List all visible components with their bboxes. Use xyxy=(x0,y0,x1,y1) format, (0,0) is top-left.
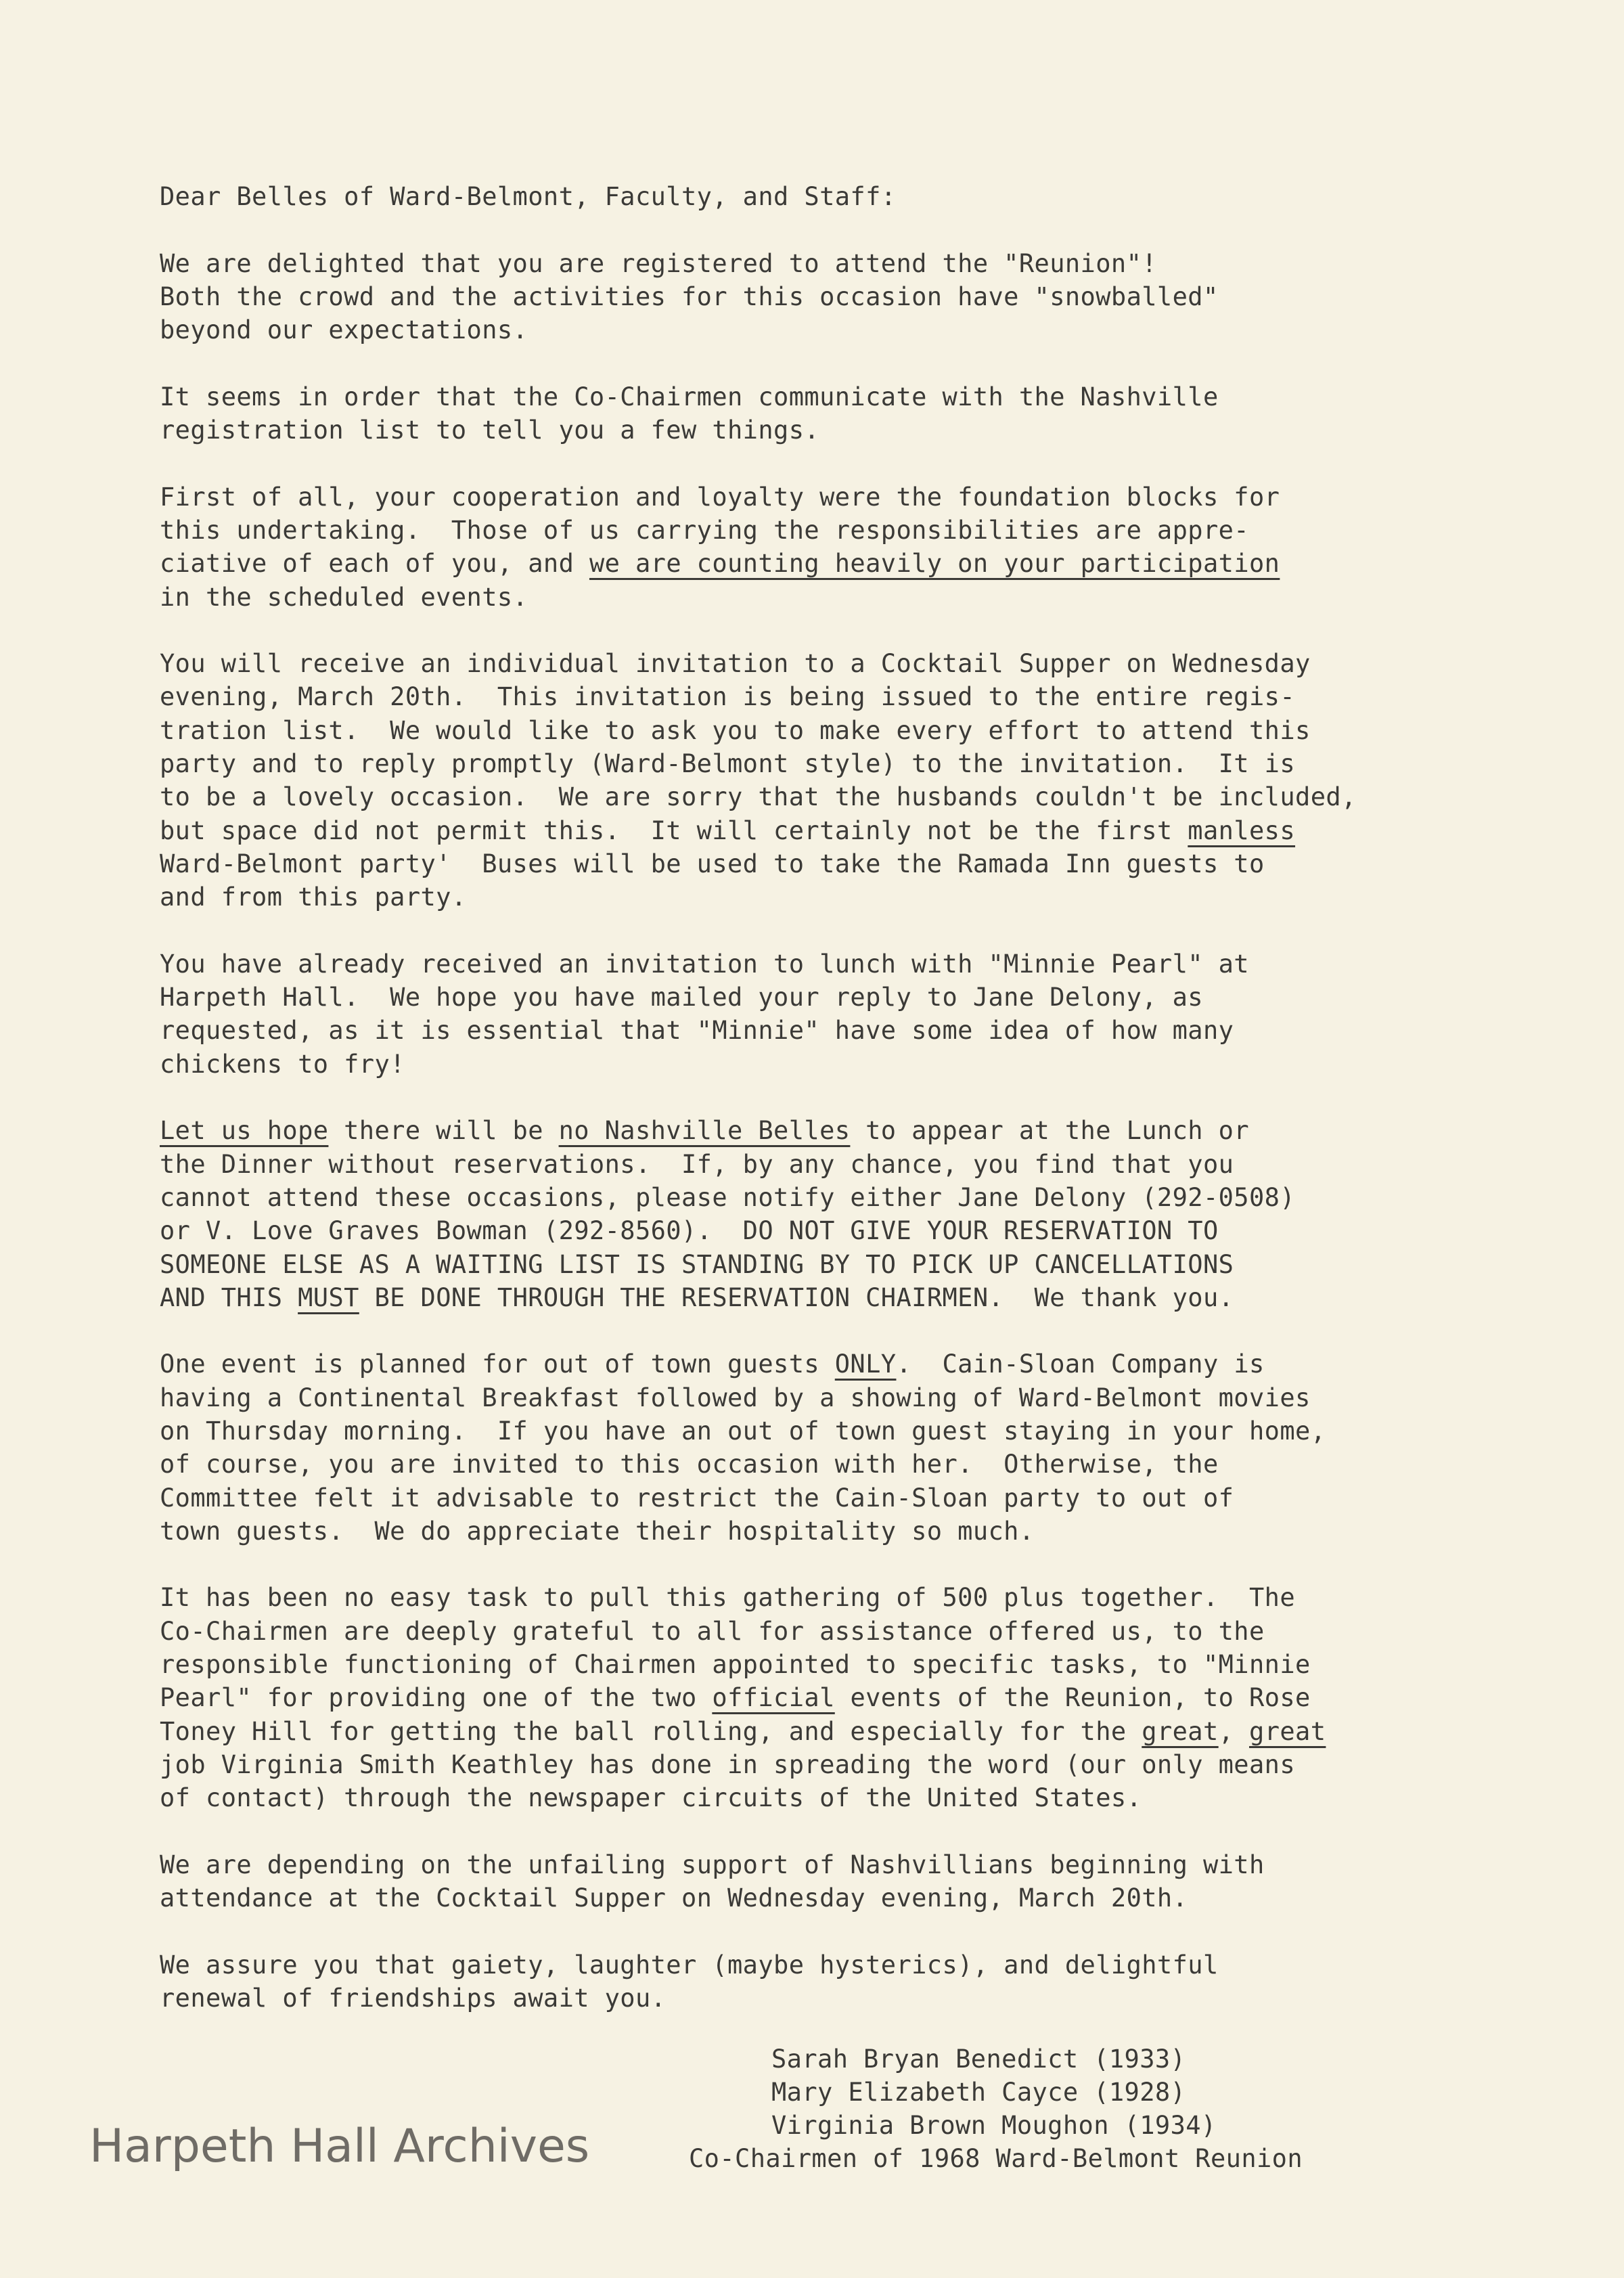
text-run: , xyxy=(1218,1716,1250,1746)
text-run: to appear at the Lunch or xyxy=(850,1116,1249,1146)
text-line: beyond our expectations. xyxy=(160,315,528,345)
paragraph-7 xyxy=(160,1347,1486,1548)
underlined-text: great xyxy=(1142,1716,1219,1746)
paragraph-4 xyxy=(160,647,1486,914)
text-line: having a Continental Breakfast followed by a showing of Ward-Belmont movies xyxy=(160,1383,1311,1412)
archive-watermark: Harpeth Hall Archives xyxy=(89,2120,590,2173)
text-line: First of all, your cooperation and loyalty were the foundation blocks for xyxy=(160,482,1280,512)
text-line: in the scheduled events. xyxy=(160,582,528,612)
text-line: of course, you are invited to this occasion with her. Otherwise, the xyxy=(160,1450,1219,1479)
text-line: Harpeth Hall. We hope you have mailed your reply to Jane Delony, as xyxy=(160,983,1203,1012)
text-line: renewal of friendships await you. xyxy=(160,1984,667,2013)
text-line: Co-Chairmen are deeply grateful to all for assistance offered us, to the xyxy=(160,1616,1265,1646)
text-line: this undertaking. Those of us carrying the responsibilities are appre- xyxy=(160,515,1249,545)
underlined-text: we are counting heavily on your participation xyxy=(589,549,1280,579)
text-line xyxy=(160,1681,1486,1714)
paragraph-5 xyxy=(160,947,1486,1081)
text-line: to be a lovely occasion. We are sorry that the husbands couldn't be included, xyxy=(160,782,1357,812)
paragraph-9 xyxy=(160,1848,1486,1915)
text-line: chickens to fry! xyxy=(160,1049,405,1079)
text-line xyxy=(160,814,1486,847)
text-run: AND THIS xyxy=(160,1282,298,1312)
text-run: Toney Hill for getting the ball rolling, and especially for the xyxy=(160,1716,1142,1746)
paragraph-8 xyxy=(160,1581,1486,1814)
text-line xyxy=(160,1347,1486,1381)
text-run: BE DONE THROUGH THE RESERVATION CHAIRMEN. We thank you. xyxy=(359,1282,1234,1312)
text-line: on Thursday morning. If you have an out of town guest staying in your home, xyxy=(160,1416,1326,1446)
text-run: . Cain-Sloan Company is xyxy=(896,1349,1265,1379)
underlined-text: official xyxy=(712,1683,835,1713)
signatory-name: Sarah Bryan Benedict (1933) xyxy=(771,2045,1186,2074)
text-line: It has been no easy task to pull this gathering of 500 plus together. The xyxy=(160,1583,1296,1613)
letter-body xyxy=(160,180,1486,2049)
underlined-text: great xyxy=(1249,1716,1326,1746)
text-line: job Virginia Smith Keathley has done in spreading the word (our only means xyxy=(160,1749,1296,1779)
text-line: We are delighted that you are registered to attend the "Reunion"! xyxy=(160,248,1157,278)
text-line: Both the crowd and the activities for this occasion have "snowballed" xyxy=(160,282,1219,311)
text-line xyxy=(160,547,1486,580)
text-line: SOMEONE ELSE AS A WAITING LIST IS STANDING BY TO PICK UP CANCELLATIONS xyxy=(160,1249,1234,1279)
text-run: Pearl" for providing one of the two xyxy=(160,1683,713,1713)
underlined-text: manless xyxy=(1188,816,1296,845)
underlined-text: ONLY xyxy=(834,1349,897,1379)
text-line: tration list. We would like to ask you to make every effort to attend this xyxy=(160,715,1311,745)
text-line: party and to reply promptly (Ward-Belmont style) to the invitation. It is xyxy=(160,749,1296,779)
text-line: It seems in order that the Co-Chairmen communicate with the Nashville xyxy=(160,382,1219,411)
text-run: ciative of each of you, and xyxy=(160,549,589,579)
underlined-text: MUST xyxy=(298,1282,359,1312)
text-run: events of the Reunion, to Rose xyxy=(834,1683,1311,1713)
text-line: Ward-Belmont party' Buses will be used to take the Ramada Inn guests to xyxy=(160,849,1265,878)
text-run: One event is planned for out of town guests xyxy=(160,1349,835,1379)
signatory-name: Mary Elizabeth Cayce (1928) xyxy=(771,2078,1186,2107)
signatory-title: Co-Chairmen of 1968 Ward-Belmont Reunion xyxy=(689,2144,1303,2173)
text-line: attendance at the Cocktail Supper on Wednesday evening, March 20th. xyxy=(160,1883,1188,1913)
paragraph-10 xyxy=(160,1948,1486,2015)
text-line: cannot attend these occasions, please notify either Jane Delony (292-0508) xyxy=(160,1182,1296,1212)
text-run: there will be xyxy=(328,1116,559,1146)
text-line xyxy=(160,1281,1486,1314)
text-line: evening, March 20th. This invitation is being issued to the entire regis- xyxy=(160,682,1296,712)
underlined-text: no Nashville Belles xyxy=(558,1116,851,1146)
text-line: requested, as it is essential that "Minnie" have some idea of how many xyxy=(160,1016,1234,1046)
paragraph-3 xyxy=(160,481,1486,614)
text-line: We assure you that gaiety, laughter (maybe hysterics), and delightful xyxy=(160,1950,1219,1980)
underlined-text: Let us hope xyxy=(160,1116,329,1146)
salutation xyxy=(160,180,1486,213)
text-line: and from this party. xyxy=(160,883,467,912)
text-line: Committee felt it advisable to restrict the Cain-Sloan party to out of xyxy=(160,1483,1234,1513)
paragraph-2 xyxy=(160,380,1486,447)
text-line: of contact) through the newspaper circuits of the United States. xyxy=(160,1783,1142,1813)
paragraph-6 xyxy=(160,1114,1486,1314)
text-line: Dear Belles of Ward-Belmont, Faculty, and Staff: xyxy=(160,182,897,211)
text-line: the Dinner without reservations. If, by any chance, you find that you xyxy=(160,1149,1234,1179)
paragraph-1 xyxy=(160,247,1486,347)
text-line: You will receive an individual invitation to a Cocktail Supper on Wednesday xyxy=(160,649,1311,679)
text-line: responsible functioning of Chairmen appointed to specific tasks, to "Minnie xyxy=(160,1650,1311,1680)
text-line: or V. Love Graves Bowman (292-8560). DO NOT GIVE YOUR RESERVATION TO xyxy=(160,1216,1219,1246)
text-line xyxy=(160,1715,1486,1748)
text-line: town guests. We do appreciate their hospitality so much. xyxy=(160,1516,1035,1546)
text-line: You have already received an invitation to lunch with "Minnie Pearl" at xyxy=(160,949,1249,979)
signatory-name: Virginia Brown Moughon (1934) xyxy=(771,2111,1217,2140)
text-line: We are depending on the unfailing support of Nashvillians beginning with xyxy=(160,1850,1265,1879)
text-run: but space did not permit this. It will certainly not be the first xyxy=(160,816,1188,845)
text-line: registration list to tell you a few things. xyxy=(160,416,820,445)
text-line xyxy=(160,1114,1486,1147)
